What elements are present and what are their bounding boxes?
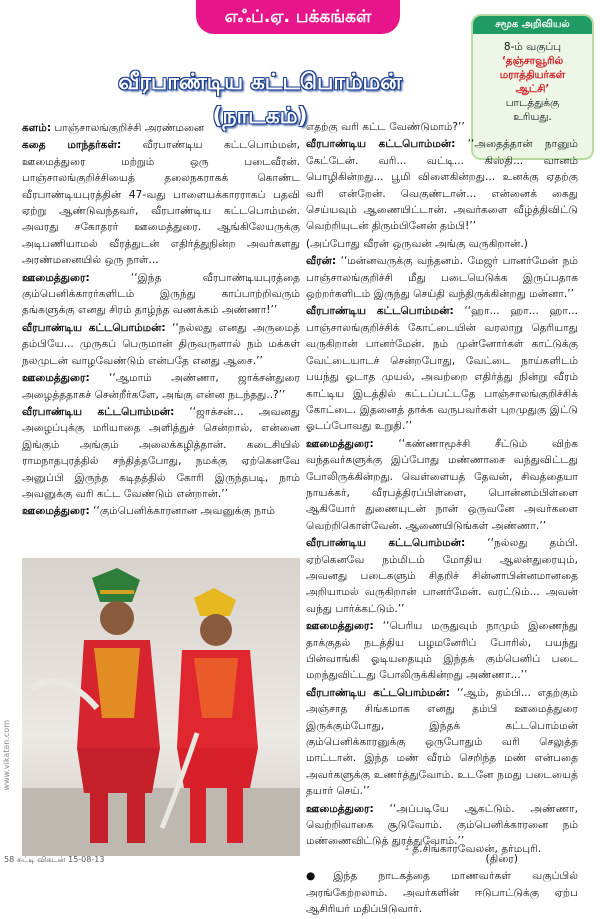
- title-main: வீரபாண்டிய கட்டபொம்மன்: [118, 70, 402, 95]
- paragraph-text: பாஞ்சாலங்குறிச்சி அரண்மனை: [51, 122, 205, 134]
- speaker-label: வீரபாண்டிய கட்டபொம்மன்:: [306, 686, 451, 699]
- paragraph: [306, 236, 578, 252]
- paragraph: [306, 436, 578, 534]
- paragraph-text: ‘‘நல்லது தம்பி. ஏற்கெனவே நம்மிடம் மோதிய ஆலன்துரையும், அவனது படைகளும் சிதறிச் சின்னாபின்னமானதை அறியாமல் வருகிறான் பானர்மேன். வரட்டும்... அவன் வந்து பார்க்கட்டும்.’’: [306, 537, 578, 615]
- paragraph-text: ‘‘ஜாக்சன்... அவனது அழைப்புக்கு மரியாதை அளித்துச் சென்றால், என்னை இங்கும் அங்கும் அலைக்கழித்தான். கடைசியில் ராமநாதபுரத்தில் சந்தித்தபோது, நமக்கு ஏற்கெனவே அனுப்பி இருந்த கடிதத்தில் கோரி இருந்தபடி, நாம் அவனுக்கு வரி கட்ட வேண்டும் என்றான்.’’: [22, 405, 300, 500]
- paragraph: [306, 303, 578, 434]
- paragraph: [22, 404, 300, 502]
- left-column: [22, 120, 300, 521]
- actors-photo: [22, 558, 300, 856]
- paragraph-text: ‘‘ஆமாம் அண்ணா, ஜாக்சன்துரை அழைத்ததாகச் சென்றீர்களே, அங்கு என்ன நடந்தது..?’’: [22, 372, 300, 401]
- paragraph: [306, 535, 578, 617]
- paragraph-text: ‘‘அதைத்தான் நானும் கேட்டேன். வரி... வட்டி... கிஸ்தி... வானம் பொழிகின்றது... பூமி விளைகின்றது... உனக்கு ஏதற்கு வரி என்றேன். வெகுண்டான்... என்னைக் கைது செய்யவும் ஆணையிட்டான். அவர்களை வீழ்த்திவிட்டு வெற்றியுடன் திரும்பினேன் தம்பி!’’: [306, 138, 578, 233]
- paragraph-text: ‘‘கும்பெனிக்காரனான அவனுக்கு நாம்: [89, 505, 276, 518]
- bullet-icon: ●: [306, 870, 334, 883]
- paragraph: [306, 253, 578, 302]
- paragraph: [22, 120, 300, 136]
- speaker-label: வீரபாண்டிய கட்டபொம்மன்:: [22, 321, 166, 334]
- speaker-label: ஊமைத்துரை:: [22, 505, 90, 518]
- paragraph: [306, 119, 578, 135]
- curriculum-line: உரியது.: [513, 111, 552, 123]
- speaker-label: வீரன்:: [306, 255, 337, 268]
- paragraph: [306, 136, 578, 234]
- curriculum-line: ஆட்சி’: [515, 83, 550, 95]
- speaker-label: ஊமைத்துரை:: [306, 620, 374, 633]
- paragraph-text: ‘‘பெரிய மருதுவும் நாமும் இணைந்து தாக்குதல் நடத்திய பழமனேரிப் போரில், பயந்து பின்வாங்கி ஓடியதையும் இந்தக் கும்பெனிப் படை மறந்துவிட்டது போலிருக்கின்றது அண்ணா...’’: [306, 620, 578, 682]
- paragraph: [22, 270, 300, 319]
- speaker-label: களம்:: [22, 122, 52, 134]
- speaker-label: வீரபாண்டிய கட்டபொம்மன்:: [306, 305, 454, 318]
- stage-direction: (அப்போது வீரன் ஒருவன் அங்கு வருகிறான்.): [306, 237, 528, 250]
- paragraph-text: எதற்கு வரி கட்ட வேண்டுமாம்?’’: [306, 121, 465, 133]
- curriculum-box-body: [473, 34, 592, 124]
- site-watermark: www.vikatan.com: [2, 720, 11, 791]
- curriculum-line: மராத்தியர்கள்: [499, 69, 566, 81]
- title-sub: (நாடகம்): [212, 104, 308, 129]
- paragraph: [22, 503, 300, 519]
- curriculum-line: பாடத்துக்கு: [505, 97, 560, 109]
- right-column: [306, 119, 578, 919]
- paragraph: [306, 618, 578, 684]
- speaker-label: வீரபாண்டிய கட்டபொம்மன்:: [306, 138, 456, 151]
- paragraph-text: வீரபாண்டிய கட்டபொம்மன், ஊமைத்துரை மற்றும் ஒரு படைவீரன். பாஞ்சாலங்குறிச்சியைத் தலைநகராகக் கொண்ட வீரபாண்டியபுரத்தின் 47-வது பாளையக்காரராகப் பதவி ஏற்று ஆண்டுவந்தவர், வீரபாண்டிய கட்டபொம்மன். அவரது சகோதரர் ஊமைத்துரை. ஆங்கிலேயருக்கு அடிபணியாமல் வீரத்துடன் எதிர்த்துநின்ற அவர்களது அரண்மனையில் ஒரு நாள்...: [22, 139, 300, 267]
- teacher-note-text: இந்த நாடகத்தை மாணவர்கள் வகுப்பில் அரங்கேற்றலாம். அவர்களின் ஈடுபாட்டுக்கு ஏற்ப ஆசிரியர் மதிப்பிடுவார்.: [306, 870, 578, 916]
- curriculum-line: ‘தஞ்சாவூரில்: [501, 55, 564, 67]
- speaker-label: கதை மாந்தர்கள்:: [22, 139, 122, 152]
- speaker-label: ஊமைத்துரை:: [306, 802, 374, 815]
- speaker-label: ஊமைத்துரை:: [22, 372, 90, 385]
- speaker-label: ஊமைத்துரை:: [306, 437, 374, 450]
- section-banner: எஃப்.ஏ. பக்கங்கள்: [196, 0, 400, 34]
- paragraph-text: ‘‘நல்லது எனது அருமைத் தம்பியே... முருகப் பெருமான் திருவருளால் நம் மக்கள் நலமுடன் வாழவேண்டும் என்பதே எனது ஆசை.’’: [22, 321, 300, 367]
- paragraph: [22, 370, 300, 403]
- paragraph: [306, 685, 578, 800]
- paragraph-text: ‘‘ஆம், தம்பி... எதற்கும் அஞ்சாத சிங்கமாக எனது தம்பி ஊமைத்துரை இருக்கும்போது, இந்தக் கட்டபொம்மன் கும்பெனிக்காரனுக்கு ஒருபோதும் வரி செலுத்த மாட்டான். இந்த மண் வீரம் செறிந்த மண் என்பதை அவர்களுக்கு உணர்த்துவோம். உடனே நமது படையைத் தயார் செய்.’’: [306, 686, 579, 798]
- paragraph-text: ‘‘இந்த வீரபாண்டியபுரத்தை கும்பெனிக்காரர்களிடம் இருந்து காப்பாற்றிவரும் தங்களுக்கு எனது சிரம் தாழ்ந்த வணக்கம் அண்ணா!’’: [22, 271, 300, 317]
- curriculum-line: 8-ம் வகுப்பு: [503, 41, 562, 53]
- curtain-text: (திரை): [485, 852, 518, 865]
- paragraph-text: ‘‘மன்னவருக்கு வந்தனம். மேஜர் பானர்மேன் நம் பாஞ்சாலங்குறிச்சி மீது படையெடுக்க இருப்பதாக ஒற்றர்களிடம் இருந்து செய்தி வந்திருக்கின்றது மன்னா.’’: [306, 255, 578, 301]
- paragraph: [22, 320, 300, 369]
- actors-illustration: [22, 558, 300, 856]
- paragraph-text: ‘‘அப்படியே ஆகட்டும். அண்ணா, வெற்றிவாகை சூடுவோம். கும்பெனிக்காரனை நம் மண்ணைவிட்டுத் துரத்துவோம்.’’: [306, 802, 578, 848]
- curriculum-box-header: சமூக அறிவியல்: [473, 16, 592, 34]
- speaker-label: வீரபாண்டிய கட்டபொம்மன்:: [306, 537, 466, 550]
- speaker-label: ஊமைத்துரை:: [22, 271, 90, 284]
- paragraph: [22, 137, 300, 268]
- paragraph-text: ‘‘ஹா... ஹா... ஹா... பாஞ்சாலங்குறிச்சிக் கோட்டையின் வரலாறு தெரியாது வருகிறான் பானர்மேன். நம் முன்னோர்கள் காட்டுக்கு வேட்டையாடச் சென்றபோது, வேட்டை நாய்களிடம் பயந்து ஓடாத முயல், அவற்றை எதிர்த்து நின்று வீரம் காட்டிய இடத்தில் கட்டப்பட்டதே பாஞ்சாலங்குறிச்சிக் கோட்டை. இதனைத் தாக்க வருபவர்கள் புறமுதுகு இட்டு ஓடப்போவது உறுதி.’’: [306, 305, 579, 433]
- page-footer: 58 சுட்டி விகடன் 15-08-13: [4, 855, 105, 864]
- teacher-note: [306, 868, 578, 917]
- speaker-label: வீரபாண்டிய கட்டபொம்மன்:: [22, 405, 175, 418]
- author-signature: - த.சிங்காரவேலன், தர்மபுரி.: [405, 843, 542, 855]
- paragraph-text: ‘‘கண்ணாமூச்சி சீட்டும் விற்க வந்தவர்களுக்கு இப்போது மண்ணாசை வந்துவிட்டது போலிருக்கின்றது. வெள்ளையத் தேவன், சிவத்தையா நாயக்கர், வீரபத்திரப்பிள்ளை, பொன்னம்பிள்ளை ஆகியோர் துணையுடன் நான் ஒருவனே அவர்களை வெற்றிகொள்வேன். ஆணையிடுங்கள் அண்ணா.’’: [306, 437, 578, 532]
